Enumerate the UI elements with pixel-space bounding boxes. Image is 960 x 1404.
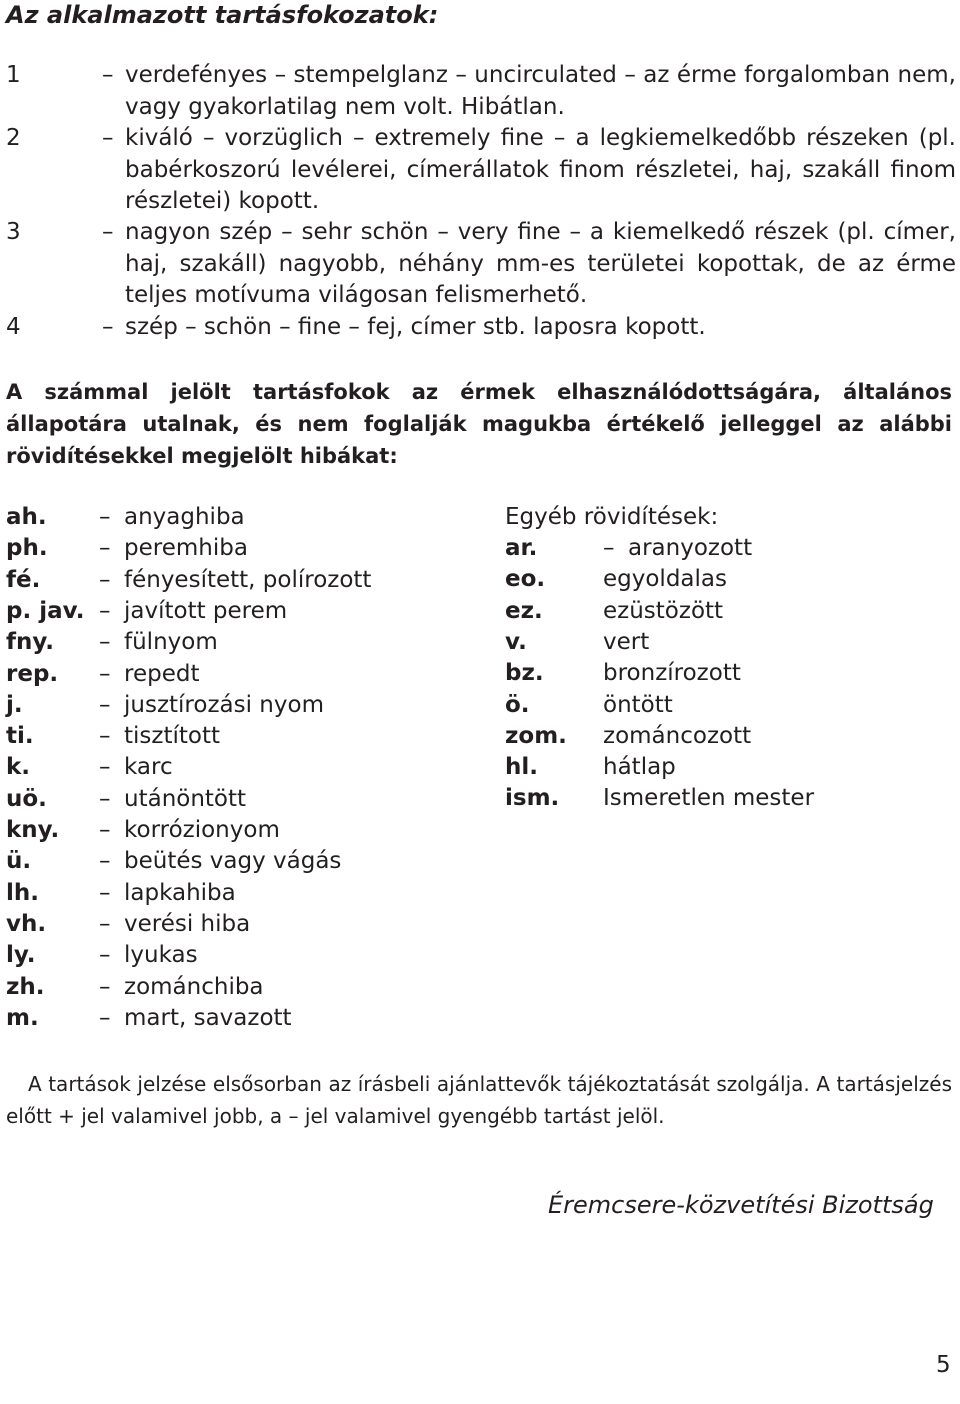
abbreviation-code: ism. [505,785,560,812]
dash-mark: – [99,879,111,906]
abbreviation-code: uö. [6,785,47,812]
dash-mark: – [99,1004,111,1031]
abbreviation-meaning: jusztírozási nyom [124,691,324,718]
abbreviation-code: p. jav. [6,597,85,624]
abbreviation-meaning: lapkahiba [124,879,236,906]
dash-mark: – [603,535,615,561]
abbreviation-meaning: karc [124,754,173,781]
abbreviation-code: j. [6,691,23,718]
abbreviation-meaning: aranyozott [628,535,753,561]
note-paragraph: A tartások jelzése elsősorban az írásbeli ajánlattevők tájékoztatását szolgálja. A tartásjelzés előtt + jel valamivel jobb, a – jel valamivel gyengébb tartást jelöl. [6,1072,952,1128]
grade-number: 2 [6,125,21,151]
grade-description: kiváló – vorzüglich – extremely fine – a legkiemelkedőbb részeken (pl. babérkoszorú levélerei, címerállatok finom részletei, haj, szakáll finom részletei) kopott. [125,125,956,214]
grade-item [6,217,956,312]
abbreviation-meaning: peremhiba [124,535,248,562]
abbreviation-code: eo. [505,566,546,593]
abbreviation-code: v. [505,628,527,655]
dash-mark: – [99,785,111,812]
abbreviation-code: k. [6,754,31,781]
abbreviation-code: hl. [505,754,538,781]
abbreviation-code: fé. [6,566,41,593]
abbreviation-meaning: javított perem [124,597,288,624]
abbreviation-code: kny. [6,817,60,843]
dash-mark: – [99,942,111,969]
dash-mark: – [102,125,114,151]
abbreviation-meaning: repedt [124,660,200,687]
grade-number: 3 [6,219,21,245]
grade-item [6,60,956,123]
abbreviation-meaning: bronzírozott [603,660,741,687]
abbreviation-code: m. [6,1004,39,1031]
grade-number: 1 [6,62,21,88]
page-number: 5 [936,1352,951,1378]
dash-mark: – [102,314,114,340]
abbreviation-meaning: beütés vagy vágás [124,848,342,875]
abbreviation-meaning: ezüstözött [603,597,724,624]
grade-description: verdefényes – stempelglanz – uncirculated – az érme forgalomban nem, vagy gyakorlatilag nem volt. Hibátlan. [125,62,956,120]
abbreviation-meaning: zománcozott [603,722,752,749]
abbreviation-code: ly. [6,942,36,969]
abbreviation-code: ü. [6,848,32,875]
intro-paragraph: A számmal jelölt tartásfokok az érmek elhasználódottságára, általános állapotára utalnak, és nem foglalják magukba értékelő jelleggel az alábbi rövidítésekkel megjelölt hibákat: [6,380,952,468]
dash-mark: – [99,848,111,875]
abbreviation-code: vh. [6,910,47,937]
dash-mark: – [99,910,111,937]
dash-mark: – [99,535,111,562]
abbreviation-code: rep. [6,660,59,687]
abbreviation-code: zom. [505,722,567,749]
abbreviation-meaning: lyukas [124,942,198,969]
dash-mark: – [99,566,111,593]
dash-mark: – [102,219,114,245]
abbreviation-meaning: fülnyom [124,629,218,656]
abbreviation-meaning: zománchiba [124,973,264,1000]
dash-mark: – [102,62,114,88]
grade-item [6,312,956,344]
page-title: Az alkalmazott tartásfokozatok: [6,1,439,29]
abbreviation-meaning: vert [603,628,650,655]
dash-mark: – [99,754,111,781]
abbreviation-code: ez. [505,597,543,624]
signature: Éremcsere-közvetítési Bizottság [548,1191,934,1219]
abbreviation-meaning: fényesített, polírozott [124,566,372,593]
dash-mark: – [99,597,111,624]
other-abbreviations-title: Egyéb rövidítések: [505,504,719,530]
dash-mark: – [99,660,111,687]
abbreviation-code: ö. [505,691,530,718]
abbreviation-code: ti. [6,723,34,750]
abbreviation-code: lh. [6,879,39,906]
dash-mark: – [99,817,111,843]
abbreviation-meaning: öntött [603,691,673,718]
abbreviation-meaning: anyaghiba [124,504,245,530]
abbreviation-code: ph. [6,535,48,562]
abbreviation-meaning: egyoldalas [603,566,727,593]
dash-mark: – [99,629,111,656]
dash-mark: – [99,723,111,750]
abbreviation-meaning: Ismeretlen mester [603,785,815,812]
abbreviation-meaning: mart, savazott [124,1004,292,1031]
grade-number: 4 [6,314,21,340]
grade-description: szép – schön – fine – fej, címer stb. laposra kopott. [125,314,706,340]
grade-item [6,123,956,218]
abbreviation-code: ah. [6,504,47,530]
abbreviation-meaning: verési hiba [124,910,251,937]
abbreviation-code: bz. [505,660,544,687]
abbreviation-meaning: tisztított [124,723,220,750]
abbreviation-meaning: korrózionyom [124,817,280,843]
abbreviation-code: fny. [6,629,54,656]
abbreviation-code: zh. [6,973,45,1000]
dash-mark: – [99,504,111,530]
dash-mark: – [99,973,111,1000]
abbreviation-code: ar. [505,535,538,561]
abbreviation-meaning: utánöntött [124,785,247,812]
abbreviation-meaning: hátlap [603,754,676,781]
dash-mark: – [99,691,111,718]
grade-description: nagyon szép – sehr schön – very fine – a kiemelkedő részek (pl. címer, haj, szakáll) nagyobb, néhány mm-es területei kopottak, de az érme teljes motívuma világosan felismerhető. [125,219,956,308]
